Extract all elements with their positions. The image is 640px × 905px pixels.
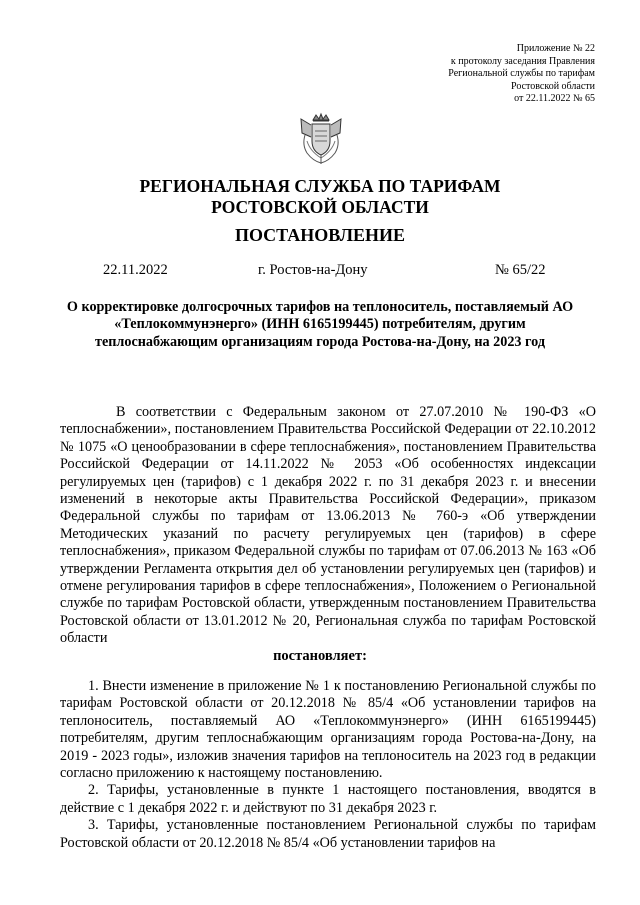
appendix-line: Ростовской области (511, 80, 595, 92)
document-date: 22.11.2022 (103, 262, 168, 278)
document-title: О корректировке долгосрочных тарифов на теплоноситель, поставляемый АО «Теплокоммунэнерго» (ИНН 6165199445) потребителям, другим теплоснабжающим организациям города Ростова-на-Дону, на 2023 год (66, 299, 574, 350)
document-number: № 65/22 (495, 262, 546, 278)
document-city: г. Ростов-на-Дону (258, 262, 368, 278)
coat-of-arms-icon (293, 111, 349, 167)
appendix-note (448, 43, 595, 106)
decree-word: постановляет: (273, 648, 367, 664)
decree-item: 3. Тарифы, установленные постановлением Региональной службы по тарифам Ростовской области от 20.12.2018 № 85/4 «Об установлении тарифов на (60, 817, 596, 851)
org-name-line1: РЕГИОНАЛЬНАЯ СЛУЖБА ПО ТАРИФАМ (139, 176, 501, 196)
decree-item: 2. Тарифы, установленные в пункте 1 настоящего постановления, вводятся в действие с 1 декабря 2022 г. и действуют по 31 декабря 2023 г. (60, 782, 596, 816)
appendix-line: Региональной службы по тарифам (448, 68, 595, 79)
org-name-line2: РОСТОВСКОЙ ОБЛАСТИ (211, 197, 429, 217)
decree-items (60, 678, 596, 852)
appendix-line: к протоколу заседания Правления (450, 55, 595, 67)
preamble-section (60, 404, 596, 648)
document-type: ПОСТАНОВЛЕНИЕ (234, 225, 406, 245)
appendix-line: Приложение № 22 (516, 43, 595, 54)
decree-item: 1. Внести изменение в приложение № 1 к постановлению Региональной службы по тарифам Ростовской области от 20.12.2018 № 85/4 «Об установлении тарифов на теплоноситель, поставляемый АО «Теплокоммунэнерго» (ИНН 6165199445) потребителям, другим теплоснабжающим организациям города Ростова-на-Дону, на 2019 - 2023 годы», изложив значения тарифов на теплоноситель на 2023 год в редакции согласно приложению к настоящему постановлению. (60, 678, 596, 782)
preamble-paragraph: В соответствии с Федеральным законом от 27.07.2010 № 190-ФЗ «О теплоснабжении», постановлением Правительства Российской Федерации от 22.10.2012 № 1075 «О ценообразовании в сфере теплоснабжения», постановлением Правительства Российской Федерации от 14.11.2022 № 2053 «Об особенностях индексации регулируемых цен (тарифов) с 1 декабря 2022 г. по 31 декабря 2023 г. и внесении изменений в некоторые акты Правительства Российской Федерации», приказом Федеральной службы по тарифам от 13.06.2013 № 760-э «Об утверждении Методических указаний по расчету регулируемых цен (тарифов) в сфере теплоснабжения», приказом Федеральной службы по тарифам от 07.06.2013 № 163 «Об утверждении Регламента открытия дел об установлении регулируемых цен (тарифов) и отмене регулирования тарифов в сфере теплоснабжения», Положением о Региональной службе по тарифам Ростовской области, утвержденным постановлением Правительства Ростовской области от 13.01.2012 № 20, Региональная служба по тарифам Ростовской области (60, 404, 596, 647)
appendix-line: от 22.11.2022 № 65 (514, 93, 595, 104)
